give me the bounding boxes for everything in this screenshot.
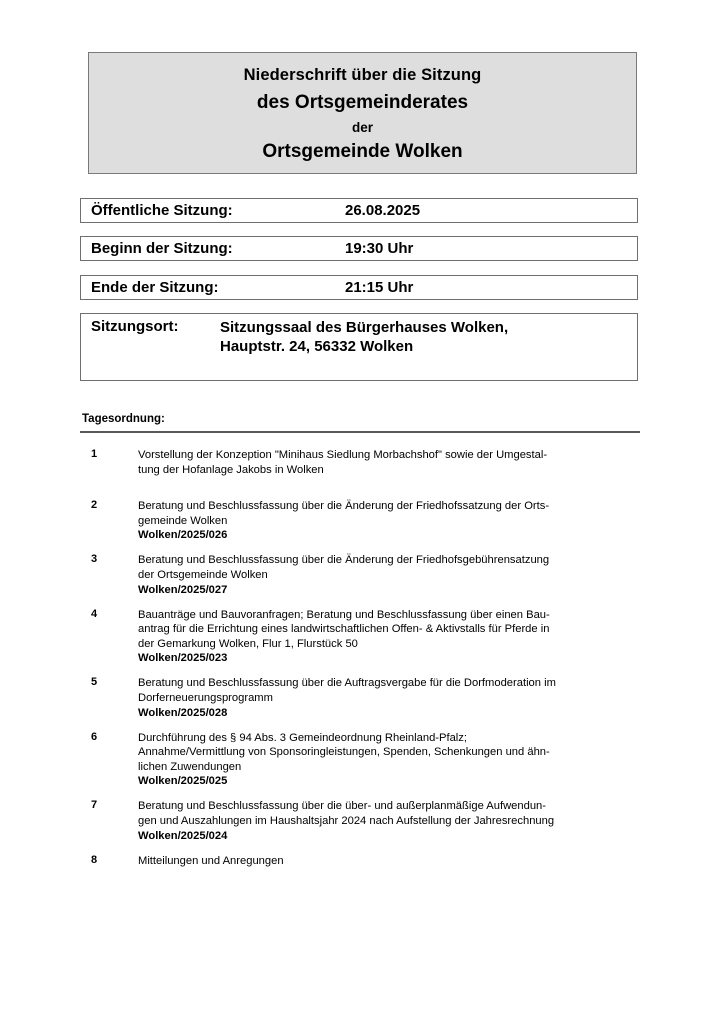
venue-line-2: Hauptstr. 24, 56332 Wolken <box>220 338 414 355</box>
agenda-item-text-line: Beratung und Beschlussfassung über die Änderung der Friedhofsgebührensatzung <box>138 554 550 567</box>
agenda-item-text <box>138 608 642 667</box>
agenda-item-reference: Wolken/2025/028 <box>138 706 228 719</box>
agenda-item-number: 3 <box>91 553 98 566</box>
agenda-item-text-line: Durchführung des § 94 Abs. 3 Gemeindeordnung Rheinland-Pfalz; <box>138 731 467 744</box>
agenda-item-text-line: gen und Auszahlungen im Haushaltsjahr 2024 nach Aufstellung der Jahresrechnung <box>138 814 555 827</box>
agenda-item-text <box>138 448 642 477</box>
agenda-item-reference: Wolken/2025/027 <box>138 583 228 596</box>
agenda-item <box>80 854 642 869</box>
info-row-venue <box>80 313 638 381</box>
document-title-line-1: Niederschrift über die Sitzung <box>243 66 482 84</box>
agenda-item-text <box>138 731 642 790</box>
agenda-item-text-line: gemeinde Wolken <box>138 514 228 527</box>
agenda-item <box>80 608 642 667</box>
agenda-item-number: 1 <box>91 448 98 460</box>
agenda-item-number: 4 <box>91 607 98 620</box>
agenda-item-text-line: Vorstellung der Konzeption "Minihaus Siedlung Morbachshof" sowie der Umgestal- <box>138 449 548 461</box>
agenda-item-text <box>138 854 642 869</box>
venue-line-1: Sitzungssaal des Bürgerhauses Wolken, <box>220 319 509 336</box>
info-label-start-time: Beginn der Sitzung: <box>91 240 233 257</box>
agenda-item-text <box>138 553 642 597</box>
info-value-venue <box>220 318 508 356</box>
agenda-item-reference: Wolken/2025/025 <box>138 775 228 788</box>
agenda-item <box>80 448 642 477</box>
info-row-end-time <box>80 275 638 300</box>
agenda-item <box>80 799 642 843</box>
document-title-box <box>88 52 637 174</box>
agenda-item-reference: Wolken/2025/023 <box>138 652 228 665</box>
agenda-item-text-line: der Gemarkung Wolken, Flur 1, Flurstück 50 <box>138 637 358 650</box>
agenda-item-number: 7 <box>91 799 98 812</box>
agenda-item-number: 5 <box>91 676 98 689</box>
agenda-item-text <box>138 499 642 543</box>
agenda-item-text-line: lichen Zuwendungen <box>138 760 242 773</box>
agenda-item <box>80 553 642 597</box>
document-title-line-2: des Ortsgemeinderates <box>256 91 469 113</box>
agenda-heading: Tagesordnung: <box>82 413 165 425</box>
agenda-item-text-line: tung der Hofanlage Jakobs in Wolken <box>138 463 324 476</box>
agenda-item-text-line: Bauanträge und Bauvoranfragen; Beratung und Beschlussfassung über einen Bau- <box>138 608 550 621</box>
agenda-item-number: 2 <box>91 499 98 512</box>
info-label-venue: Sitzungsort: <box>91 318 179 335</box>
agenda-item-text-line: Beratung und Beschlussfassung über die Auftragsvergabe für die Dorfmoderation im <box>138 677 556 690</box>
agenda-item-text-line: Beratung und Beschlussfassung über die über- und außerplanmäßige Aufwendun- <box>138 800 546 813</box>
agenda-item-text <box>138 676 642 720</box>
agenda-item <box>80 731 642 790</box>
info-label-end-time: Ende der Sitzung: <box>91 279 219 296</box>
document-title-line-3: der <box>351 119 373 135</box>
info-value-end-time: 21:15 Uhr <box>345 279 414 296</box>
agenda-item-text-line: der Ortsgemeinde Wolken <box>138 568 268 581</box>
agenda-item-text-line: antrag für die Errichtung eines landwirtschaftlichen Offen- & Aktivstalls für Pferde in <box>138 623 550 636</box>
agenda-item-text-line: Mitteilungen und Anregungen <box>138 854 284 867</box>
agenda-list <box>80 448 642 878</box>
info-row-start-time <box>80 236 638 261</box>
agenda-item-text-line: Annahme/Vermittlung von Sponsoringleistungen, Spenden, Schenkungen und ähn- <box>138 746 550 759</box>
document-title-line-4: Ortsgemeinde Wolken <box>262 141 463 162</box>
agenda-item-reference: Wolken/2025/026 <box>138 529 228 542</box>
info-value-start-time: 19:30 Uhr <box>345 240 414 257</box>
agenda-item-text-line: Beratung und Beschlussfassung über die Änderung der Friedhofssatzung der Orts- <box>138 500 550 513</box>
agenda-item-text-line: Dorferneuerungsprogramm <box>138 691 273 704</box>
agenda-item <box>80 499 642 543</box>
agenda-item-number: 8 <box>91 853 98 866</box>
info-row-public-session <box>80 198 638 223</box>
agenda-item-number: 6 <box>91 730 98 743</box>
agenda-heading-rule <box>80 431 640 433</box>
agenda-item-reference: Wolken/2025/024 <box>138 829 228 842</box>
info-value-public-session: 26.08.2025 <box>345 202 421 219</box>
info-label-public-session: Öffentliche Sitzung: <box>91 202 233 219</box>
agenda-item-text <box>138 799 642 843</box>
agenda-item <box>80 676 642 720</box>
